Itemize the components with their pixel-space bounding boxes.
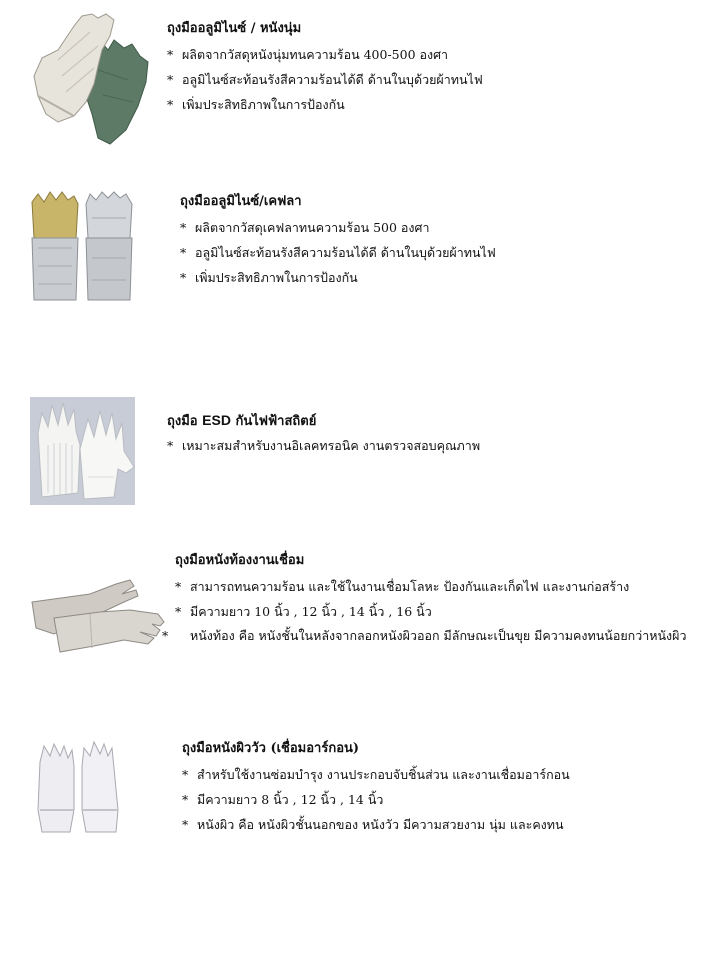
split-leather-welding-glove-icon bbox=[30, 572, 166, 656]
aluminized-soft-leather-glove-icon bbox=[28, 10, 153, 145]
bullet-list bbox=[180, 215, 496, 290]
asterisk-icon: * bbox=[167, 47, 174, 62]
product-text bbox=[167, 20, 483, 117]
list-item: * อลูมิไนซ์สะท้อนรังสีความร้อนได้ดี ด้านในบุด้วยผ้าทนไฟ bbox=[167, 67, 483, 92]
esd-antistatic-glove-icon bbox=[30, 397, 135, 505]
bullet-list bbox=[167, 42, 483, 117]
product-text bbox=[180, 193, 496, 290]
bullet-list bbox=[182, 762, 570, 837]
bullet-list bbox=[167, 433, 480, 458]
list-item: * เหมาะสมสำหรับงานอิเลคทรอนิค งานตรวจสอบคุณภาพ bbox=[167, 433, 480, 458]
list-item: * อลูมิไนซ์สะท้อนรังสีความร้อนได้ดี ด้านในบุด้วยผ้าทนไฟ bbox=[180, 240, 496, 265]
asterisk-icon: * bbox=[180, 220, 187, 235]
product-title: ถุงมืออลูมิไนซ์ / หนังนุ่ม bbox=[167, 21, 302, 36]
list-item: * สำหรับใช้งานซ่อมบำรุง งานประกอบจับชิ้นส่วน และงานเชื่อมอาร์กอน bbox=[182, 762, 570, 787]
list-item: * เพิ่มประสิทธิภาพในการป้องกัน bbox=[167, 92, 483, 117]
asterisk-icon: * bbox=[182, 792, 189, 807]
asterisk-icon: * bbox=[175, 604, 182, 619]
asterisk-icon: * bbox=[175, 579, 182, 594]
list-item: * หนังผิว คือ หนังผิวชั้นนอกของ หนังวัว มีความสวยงาม นุ่ม และคงทน bbox=[182, 812, 570, 837]
list-item: * มีความยาว 8 นิ้ว , 12 นิ้ว , 14 นิ้ว bbox=[182, 787, 570, 812]
list-item: * ผลิตจากวัสดุเคฟลาทนความร้อน 500 องศา bbox=[180, 215, 496, 240]
asterisk-icon: * bbox=[182, 767, 189, 782]
bullet-list bbox=[162, 574, 700, 647]
list-item: * มีความยาว 10 นิ้ว , 12 นิ้ว , 14 นิ้ว , 16 นิ้ว bbox=[175, 599, 700, 624]
product-text bbox=[167, 411, 480, 458]
asterisk-icon: * bbox=[180, 245, 187, 260]
list-item: * สามารถทนความร้อน และใช้ในงานเชื่อมโลหะ ป้องกันและเก็ดไฟ และงานก่อสร้าง bbox=[175, 574, 700, 599]
asterisk-icon: * bbox=[167, 438, 174, 453]
product-title: ถุงมือหนังท้องงานเชื่อม bbox=[175, 553, 305, 568]
asterisk-icon: * bbox=[180, 270, 187, 285]
product-title: ถุงมือ ESD กันไฟฟ้าสถิตย์ bbox=[167, 412, 317, 429]
product-title: ถุงมืออลูมิไนซ์/เคฟลา bbox=[180, 194, 302, 209]
asterisk-icon: * bbox=[167, 97, 174, 112]
aluminized-kevlar-glove-icon bbox=[28, 188, 138, 304]
asterisk-icon: * bbox=[182, 817, 189, 832]
product-title: ถุงมือหนังผิววัว (เชื่อมอาร์กอน) bbox=[182, 741, 360, 756]
product-text bbox=[162, 552, 700, 647]
cowhide-argon-welding-glove-icon bbox=[26, 740, 126, 836]
list-item: * หนังท้อง คือ หนังชั้นในหลังจากลอกหนังผิวออก มีลักษณะเป็นขุย มีความคงทนน้อยกว่าหนังผิว bbox=[175, 625, 688, 647]
list-item: * ผลิตจากวัสดุหนังนุ่มทนความร้อน 400-500 องศา bbox=[167, 42, 483, 67]
product-text bbox=[182, 740, 570, 837]
asterisk-icon: * bbox=[162, 628, 169, 643]
asterisk-icon: * bbox=[167, 72, 174, 87]
list-item: * เพิ่มประสิทธิภาพในการป้องกัน bbox=[180, 265, 496, 290]
